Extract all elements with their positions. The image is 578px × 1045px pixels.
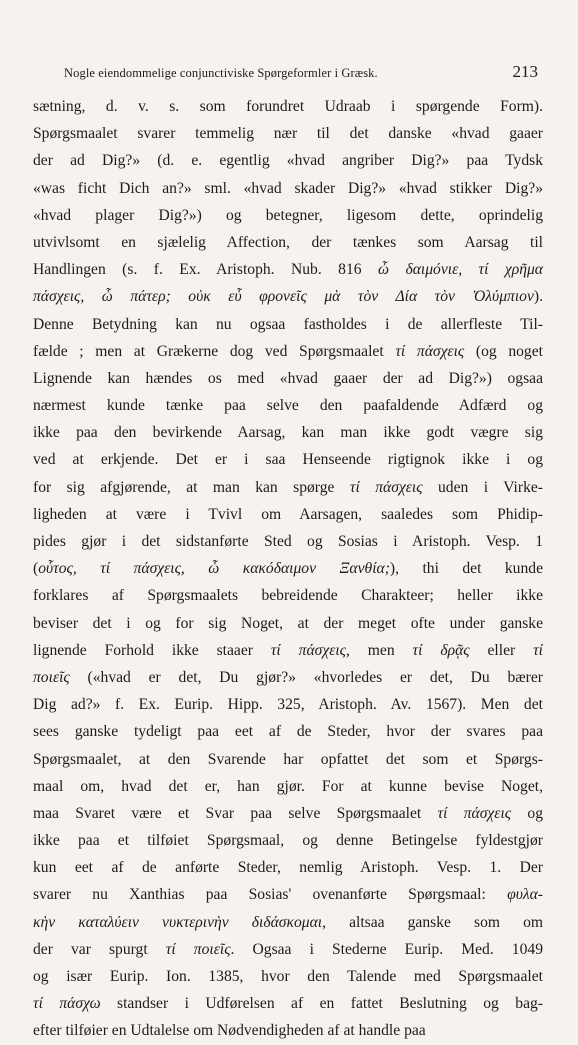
text-segment: ). [533,288,543,306]
text-line [33,446,543,473]
text-segment: Spørgsmaalet, at den Svarende har opfattet det som et Spørgs- [33,750,543,768]
text-segment: ikke paa den bevirkende Aarsag, kan man ikke godt vægre sig [33,424,543,442]
text-segment: efter tilføier en Udtalelse om Nødvendigheden af at handle paa [33,1022,426,1040]
text-segment: maal om, hvad det er, han gjør. For at kunne bevise Noget, [33,777,543,795]
greek-quotation: οὗτος, τί πάσχεις, ὦ κακόδαιμον Ξανθία; [38,560,390,578]
text-line [33,392,543,419]
text-line [33,474,543,501]
page-number: 213 [512,62,538,81]
text-line [33,501,543,528]
greek-quotation: τί πάσχεις [395,342,465,360]
text-line [33,827,543,854]
greek-quotation: τί πάσχεις [349,478,423,496]
text-segment: fælde ; men at Grækerne dog ved Spørgsmaalet [33,342,396,360]
body-text [33,93,543,1045]
text-segment: standser i Udførelsen af en fattet Beslutning og bag- [100,995,543,1013]
text-segment: Denne Betydning kan nu ogsaa fastholdes i de allerfleste Til- [33,315,543,333]
greek-quotation: τί πάσχεις [270,641,346,659]
text-segment: sees ganske tydeligt paa eet af de Steder, hvor der svares paa [33,723,543,741]
text-line [33,936,543,963]
text-segment: og især Eurip. Ion. 1385, hvor den Talende med Spørgsmaalet [33,968,543,985]
text-line [33,664,543,691]
running-header [64,62,538,86]
text-segment: ligheden at være i Tvivl om Aarsagen, saaledes som Phidip- [33,505,543,523]
text-segment: (og noget [464,342,543,360]
text-line [33,582,543,609]
text-line [33,800,543,827]
text-segment: ( [33,560,39,578]
text-line [33,963,543,990]
text-segment: pides gjør i det sidstanførte Sted og Sosias i Aristoph. Vesp. 1 [33,533,543,550]
greek-quotation: τί ποιεῖς [165,940,231,958]
text-line [33,175,543,202]
text-line [33,990,543,1017]
text-segment: eller [469,641,534,659]
text-segment: der ad Dig?» (d. e. egentlig «hvad angriber Dig?» paa Tydsk [33,152,543,170]
text-segment: «hvad plager Dig?») og betegner, ligesom dette, oprindelig [33,206,543,224]
text-line [33,229,543,256]
text-line [33,718,543,745]
text-line [33,881,543,908]
text-segment: sætning, d. v. s. som forundret Udraab i spørgende Form). [33,98,543,115]
text-line [33,610,543,637]
text-line [33,555,543,582]
text-segment: ved at erkjende. Det er i saa Henseende rigtignok ikke i og [33,451,543,469]
greek-quotation: τί πάσχεις [437,804,512,822]
text-line [33,283,543,310]
greek-quotation: ὦ δαιμόνιε, τί χρῆμα [378,261,543,279]
text-segment: maa Svaret være et Svar paa selve Spørgsmaalet [33,804,438,822]
greek-quotation: τί δρᾷς [412,641,470,659]
text-segment: beviser det i og for sig Noget, at der meget ofte under ganske [33,614,543,632]
text-segment: lignende Forhold ikke staaer [33,641,271,659]
greek-quotation: πάσχεις, ὦ πάτερ; οὐκ εὖ φρονεῖς μὰ τὸν Δία τὸν Ὀλύμπιον [33,288,534,306]
text-line [33,365,543,392]
text-segment: svarer nu Xanthias paa Sosias' ovenanførte Spørgsmaal: [33,886,508,904]
text-segment: «was ficht Dich an?» sml. «hvad skader Dig?» «hvad stikker Dig?» [33,179,543,197]
text-segment: for sig afgjørende, at man kan spørge [33,478,350,496]
text-segment: Lignende kan hændes os med «hvad gaaer der ad Dig?») ogsaa [33,369,543,387]
text-segment: kun eet af de anførte Steder, nemlig Aristoph. Vesp. 1. Der [33,859,543,877]
text-line [33,773,543,800]
greek-quotation: τί [533,641,543,659]
text-segment: Handlingen (s. f. Ex. Aristoph. Nub. 816 [33,261,378,279]
text-line [33,93,543,120]
greek-quotation: κὴν καταλύειν νυκτερινὴν διδάσκομαι [33,913,323,931]
text-segment: , men [346,641,413,659]
text-segment: , altsaa ganske som om [322,913,543,931]
text-line [33,419,543,446]
text-line [33,637,543,664]
text-line [33,854,543,881]
text-line [33,147,543,174]
text-line [33,909,543,936]
text-segment: ikke paa et tilføiet Spørgsmaal, og denne Betingelse fyldestgjør [33,832,543,850]
text-line [33,746,543,773]
text-segment: Spørgsmaalet svarer temmelig nær til det danske «hvad gaaer [33,125,543,143]
text-segment: ), thi det kunde [389,560,543,578]
text-segment: . Ogsaa i Stederne Eurip. Med. 1049 [230,940,543,958]
text-line [33,202,543,229]
text-segment: utvivlsomt en sjælelig Affection, der tænkes som Aarsag til [33,233,543,251]
text-line [33,311,543,338]
text-line [33,120,543,147]
text-segment: forklares af Spørgsmaalets bebreidende Charakteer; heller ikke [33,587,543,605]
text-segment: nærmest kunde tænke paa selve den paafaldende Adfærd og [33,397,543,415]
text-line [33,338,543,365]
text-segment: og [511,804,543,822]
text-line [33,1017,543,1044]
text-segment: der var spurgt [33,940,166,958]
text-line [33,256,543,283]
text-line [33,528,543,555]
running-title: Nogle eiendommelige conjunctiviske Spørgeformler i Græsk. [64,66,378,80]
text-line [33,691,543,718]
text-segment: Dig ad?» f. Ex. Eurip. Hipp. 325, Aristoph. Av. 1567). Men det [33,696,543,714]
greek-quotation: ποιεῖς [33,668,70,686]
greek-quotation: τί πάσχω [33,995,101,1013]
greek-quotation: φυλα- [507,886,543,904]
text-segment: uden i Virke- [422,478,543,496]
text-segment: («hvad er det, Du gjør?» «hvorledes er det, Du bærer [69,668,543,686]
